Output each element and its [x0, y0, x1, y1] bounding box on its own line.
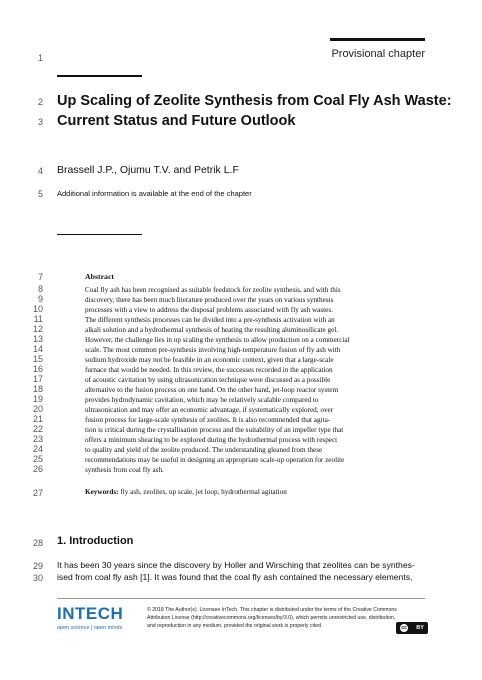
abstract-line: Coal fly ash has been recognised as suitable feedstock for zeolite synthesis, and with this [85, 286, 341, 294]
line-number: 27 [32, 488, 43, 498]
abstract-heading: Abstract [85, 272, 115, 281]
line-number: 16 [32, 364, 43, 374]
license-text [147, 606, 432, 630]
cc-by-badge [396, 622, 428, 634]
line-number: 8 [37, 284, 43, 294]
line-number: 17 [32, 374, 43, 384]
line-number: 25 [32, 454, 43, 464]
line-number: 23 [32, 434, 43, 444]
line-number: 24 [32, 444, 43, 454]
abstract-line: offers a minimum shearing to be explored during the hydrothermal process with respect [85, 436, 338, 444]
abstract-line: synthesis from coal fly ash. [85, 466, 164, 474]
abstract-line: of acoustic cavitation by using ultrasonication technique were discussed as a possible [85, 376, 331, 384]
line-number: 5 [37, 189, 43, 199]
line-number: 21 [32, 414, 43, 424]
line-number: 28 [32, 538, 43, 548]
keywords-label: Keywords: [85, 488, 119, 496]
abstract-line: ultrasonication and may offer an economic advantage, if systematically explored, over [85, 406, 334, 414]
line-number: 10 [32, 304, 43, 314]
abstract-line: alkali solution and a hydrothermal synthesis of heating the resulting aluminosilicate gel. [85, 326, 339, 334]
line-number: 3 [37, 117, 43, 127]
affiliation-note: Additional information is available at the end of the chapter [57, 189, 252, 198]
logo-wordmark: INTECH [57, 604, 124, 623]
line-number: 9 [37, 294, 43, 304]
by-icon: BY [416, 625, 424, 631]
authors: Brassell J.P., Ojumu T.V. and Petrik L.F [57, 164, 239, 176]
line-number: 4 [37, 166, 43, 176]
abstract-line: recommendations may be useful in designing an appropriate scale-up operation for zeolite [85, 456, 345, 464]
line-number: 13 [32, 334, 43, 344]
logo-tagline: open science | open minds [57, 625, 123, 631]
line-number: 2 [37, 97, 43, 107]
line-number: 15 [32, 354, 43, 364]
header-rule [330, 38, 425, 41]
abstract-line: scale. The most common pre-synthesis involving high-temperature fusion of fly ash with [85, 346, 341, 354]
line-number: 18 [32, 384, 43, 394]
license-line: © 2018 The Author(s). Licensee InTech. This chapter is distributed under the terms of the Creative Commons [147, 607, 397, 613]
line-number: 11 [33, 314, 43, 324]
abstract-line: The different synthesis processes can be divided into a pre-synthesis activation with an [85, 316, 335, 324]
abstract-line: to quality and yield of the zeolite produced. The understanding gleaned from these [85, 446, 323, 454]
line-number: 22 [32, 424, 43, 434]
line-number: 19 [32, 394, 43, 404]
intro-line: It has been 30 years since the discovery by Holler and Wirsching that zeolites can be synthes- [57, 560, 415, 570]
abstract-line: sodium hydroxide may not be feasible in an economic context, given that a large-scale [85, 356, 334, 364]
section-heading: 1. Introduction [57, 535, 134, 547]
intech-logo [57, 604, 123, 631]
abstract-line: tion is critical during the crystallisation process and the suitability of an impeller type that [85, 426, 344, 434]
abstract-line: provides hydrodynamic cavitation, which may be relatively scalable compared to [85, 396, 319, 404]
title-rule [57, 75, 142, 77]
line-number: 30 [32, 573, 43, 583]
cc-icon: cc [401, 625, 407, 631]
abstract-line: furnace that would be needed. In this review, the successes recorded in the application [85, 366, 333, 374]
line-number: 12 [32, 324, 43, 334]
line-number: 1 [37, 53, 43, 63]
license-line: and reproduction in any medium, provided the original work is properly cited. [147, 623, 323, 629]
keywords-text: fly ash, zeolites, up scale, jet loop, hydrothermal agitation [120, 488, 287, 496]
abstract-line: alternative to the fusion process on one hand. On the other hand, jet-loop reactor system [85, 386, 339, 394]
abstract-rule [57, 234, 142, 235]
chapter-title-line-1: Up Scaling of Zeolite Synthesis from Coal Fly Ash Waste: [57, 93, 452, 109]
footer-rule [57, 598, 425, 599]
header-label: Provisional chapter [331, 48, 425, 60]
line-number: 20 [32, 404, 43, 414]
license-line: Attribution License (http://creativecommons.org/licenses/by/3.0), which permits unrestricted use, distribution, [147, 615, 396, 621]
line-number: 29 [32, 561, 43, 571]
keywords [85, 488, 287, 496]
line-number: 26 [32, 464, 43, 474]
abstract-line: However, the challenge lies in up scaling the synthesis to allow production on a commercial [85, 336, 350, 344]
abstract-line: processes with a view to address the disposal problems associated with fly ash wastes. [85, 306, 333, 314]
abstract-line: discovery, there has been much literature produced over the years on various synthesis [85, 296, 334, 304]
intro-line: ised from coal fly ash [1]. It was found that the coal fly ash contained the necessary elements, [57, 572, 413, 582]
line-number: 14 [32, 344, 43, 354]
chapter-title-line-2: Current Status and Future Outlook [57, 113, 296, 129]
abstract-line: fusion process for large-scale synthesis of zeolites. It is also recommended that agita- [85, 416, 331, 424]
line-number: 7 [37, 272, 43, 282]
